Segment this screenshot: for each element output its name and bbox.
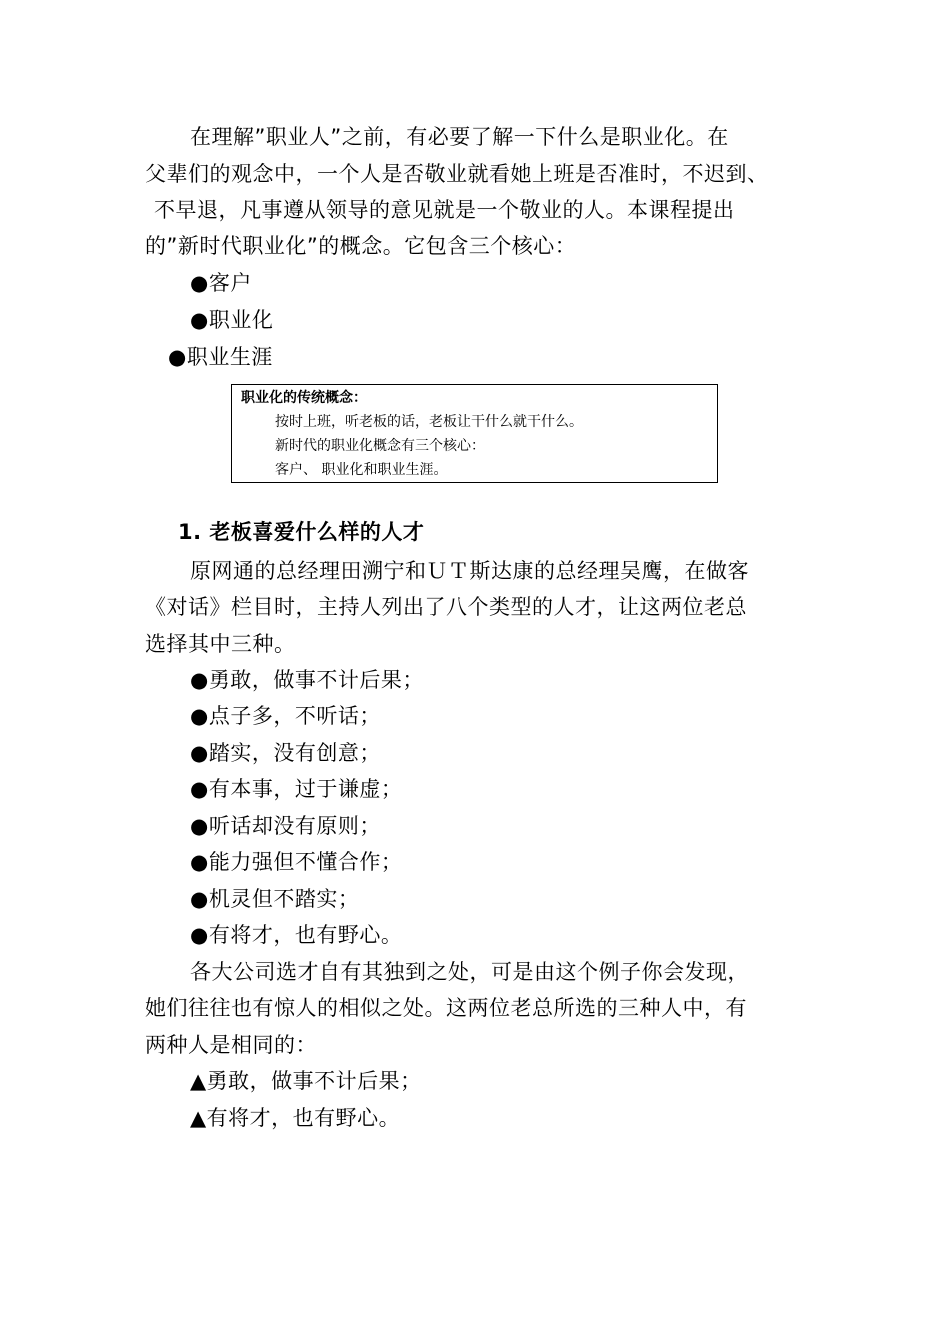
common-choice-item: ▲勇敢，做事不计后果； [190, 1069, 422, 1093]
talent-type-item: ●有本事，过于谦虚； [190, 777, 403, 801]
conclusion-line-2: 她们往往也有惊人的相似之处。这两位老总所选的三种人中，有 [145, 996, 747, 1020]
common-choice-item: ▲有将才，也有野心。 [190, 1106, 401, 1130]
talent-type-item: ●点子多，不听话； [190, 704, 381, 728]
talent-type-item: ●勇敢，做事不计后果； [190, 668, 424, 692]
core-item-professionalization: ●职业化 [190, 308, 274, 332]
intro-line-3: 不早退，凡事遵从领导的意见就是一个敬业的人。本课程提出 [154, 198, 735, 222]
summary-box-line: 新时代的职业化概念有三个核心： [275, 438, 485, 454]
intro-line-4: 的”新时代职业化”的概念。它包含三个核心： [145, 234, 577, 258]
summary-box [231, 384, 718, 483]
section-para-line-1: 原网通的总经理田溯宁和ＵＴ斯达康的总经理吴鹰，在做客 [190, 559, 749, 583]
conclusion-line-1: 各大公司选才自有其独到之处，可是由这个例子你会发现， [190, 960, 749, 984]
talent-type-item: ●能力强但不懂合作； [190, 850, 403, 874]
intro-line-2: 父辈们的观念中，一个人是否敬业就看她上班是否准时，不迟到、 [145, 162, 769, 186]
summary-box-line: 按时上班，听老板的话，老板让干什么就干什么。 [275, 414, 583, 430]
section-heading: 1. 老板喜爱什么样的人才 [178, 520, 425, 544]
talent-type-item: ●有将才，也有野心。 [190, 923, 403, 947]
talent-type-item: ●踏实，没有创意； [190, 741, 381, 765]
talent-type-item: ●机灵但不踏实； [190, 887, 360, 911]
core-item-customer: ●客户 [190, 271, 252, 295]
core-item-career: ●职业生涯 [168, 345, 273, 369]
conclusion-line-3: 两种人是相同的： [145, 1033, 317, 1057]
section-para-line-3: 选择其中三种。 [145, 632, 296, 656]
summary-box-title: 职业化的传统概念： [241, 390, 367, 406]
intro-line-1: 在理解”职业人”之前，有必要了解一下什么是职业化。在 [190, 125, 729, 149]
section-para-line-2: 《对话》栏目时，主持人列出了八个类型的人才，让这两位老总 [145, 595, 747, 619]
summary-box-line: 客户、 职业化和职业生涯。 [275, 462, 448, 478]
talent-type-item: ●听话却没有原则； [190, 814, 381, 838]
